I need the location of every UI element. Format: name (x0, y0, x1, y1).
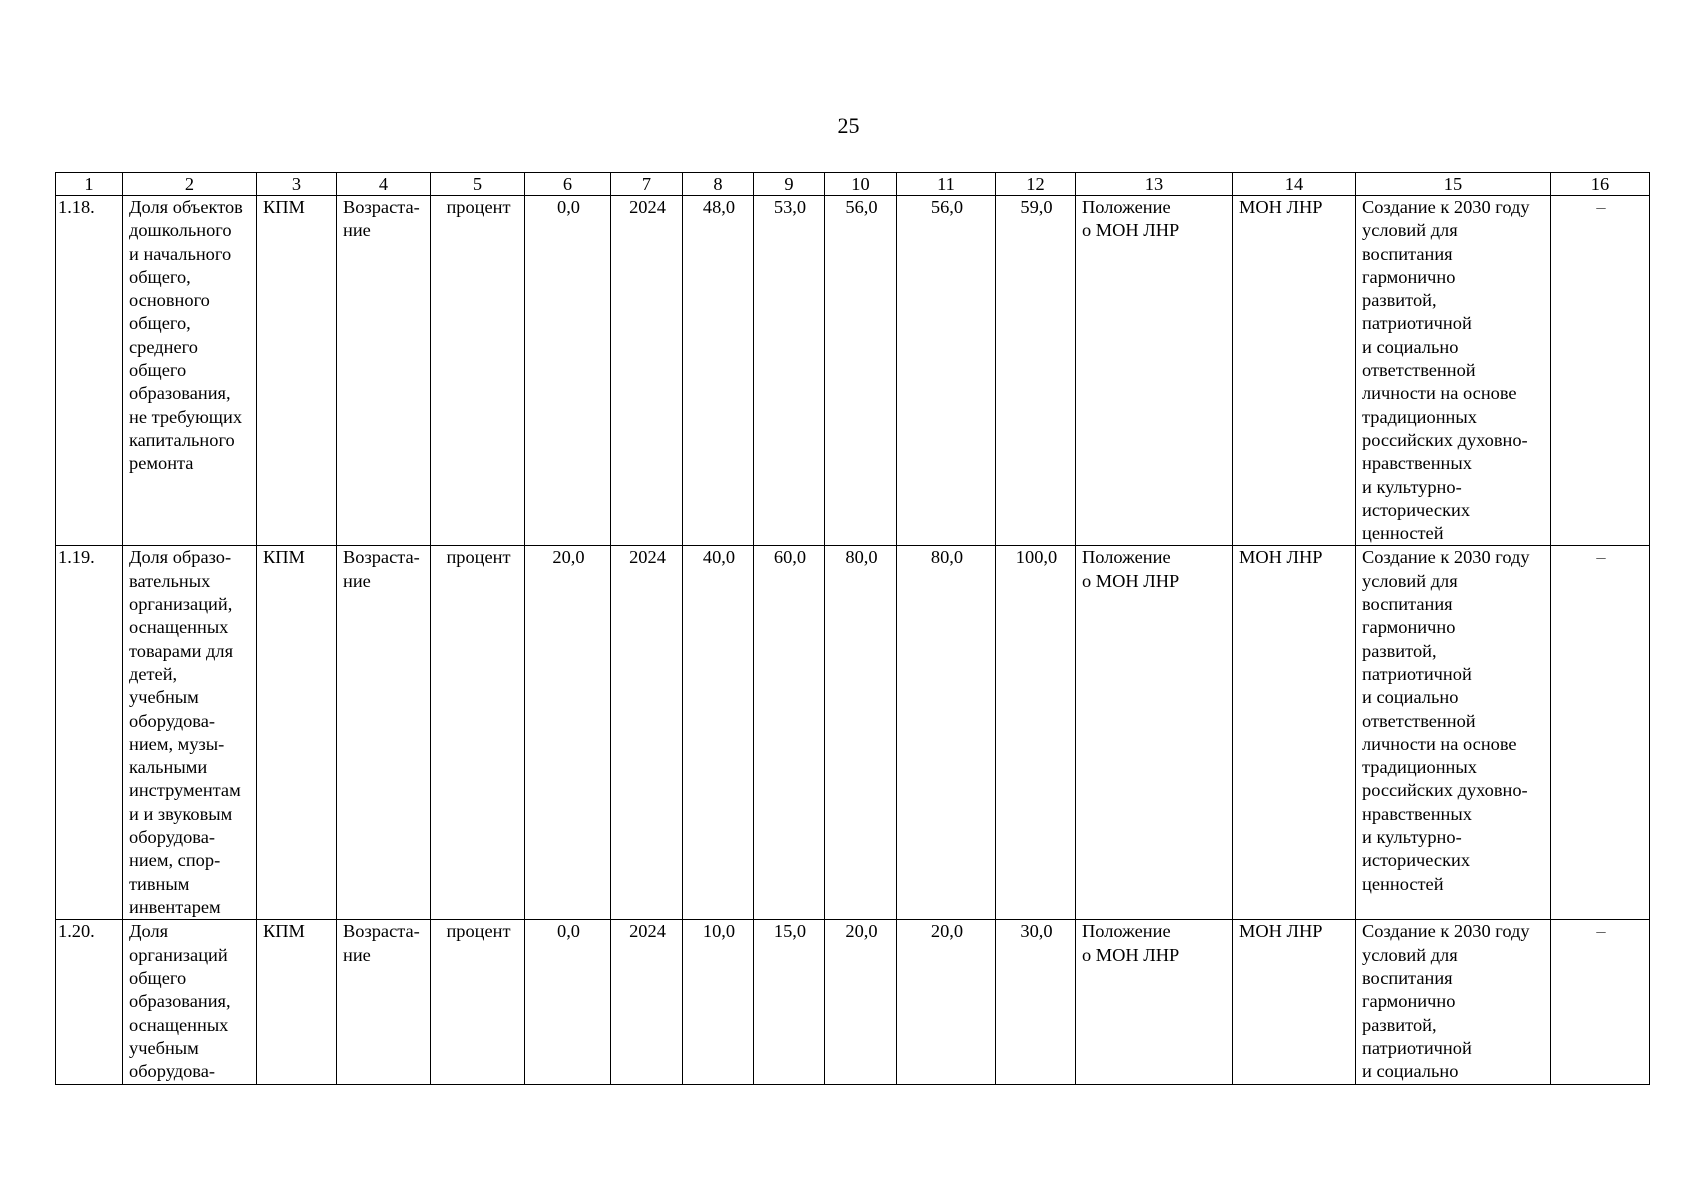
text-line: организаций (129, 944, 228, 965)
text-line: развитой, (1362, 1014, 1437, 1035)
text-line: ценностей (1362, 873, 1444, 894)
text-line: воспитания (1362, 243, 1453, 264)
text-line: воспитания (1362, 594, 1453, 615)
value-col-8: 40,0 (683, 546, 754, 920)
text-line: гармонично (1362, 991, 1456, 1012)
text-line: организаций, (129, 594, 233, 615)
col-header-16: 16 (1551, 173, 1650, 196)
text-line: оснащенных (129, 617, 229, 638)
value-col-12: 30,0 (996, 920, 1076, 1084)
value-col-9: 15,0 (754, 920, 825, 1084)
value-col-11: 56,0 (897, 196, 996, 546)
col-header-5: 5 (431, 173, 525, 196)
text-line: и социально (1362, 687, 1459, 708)
value-col-11: 20,0 (897, 920, 996, 1084)
col-16-value: – (1551, 920, 1650, 1084)
text-line: и социально (1362, 1061, 1459, 1082)
text-line: патриотичной (1362, 313, 1472, 334)
value-col-10: 80,0 (825, 546, 897, 920)
table-row (56, 196, 1650, 546)
col-16-value: – (1551, 196, 1650, 546)
text-line: капитального (129, 429, 235, 450)
text-line: детей, (129, 663, 178, 684)
table-row (56, 546, 1650, 920)
value-col-12: 59,0 (996, 196, 1076, 546)
text-line: кальными (129, 757, 208, 778)
indicator-level: КПМ (257, 196, 337, 546)
text-line: Возраста- (343, 197, 420, 217)
col-header-10: 10 (825, 173, 897, 196)
indicator-level: КПМ (257, 546, 337, 920)
text-line: исторических (1362, 499, 1471, 520)
value-col-10: 56,0 (825, 196, 897, 546)
text-line: нием, музы- (129, 733, 225, 754)
text-line: вательных (129, 570, 211, 591)
goal-link (1356, 546, 1551, 920)
value-col-12: 100,0 (996, 546, 1076, 920)
text-line: общего (129, 968, 187, 989)
value-col-9: 53,0 (754, 196, 825, 546)
text-line: Положение (1082, 547, 1171, 568)
col-header-9: 9 (754, 173, 825, 196)
col-header-4: 4 (337, 173, 431, 196)
legal-document (1076, 196, 1233, 546)
text-line: Доля (129, 921, 169, 942)
col-16-value: – (1551, 546, 1650, 920)
text-line: тивным (129, 873, 190, 894)
text-line: исторических (1362, 850, 1471, 871)
text-line: ние (343, 220, 371, 241)
text-line: Доля образо- (129, 547, 232, 568)
col-header-15: 15 (1356, 173, 1551, 196)
goal-link (1356, 920, 1551, 1084)
text-line: нием, спор- (129, 850, 221, 871)
text-line: развитой, (1362, 290, 1437, 311)
text-line: дошкольного (129, 220, 232, 241)
value-col-8: 10,0 (683, 920, 754, 1084)
text-line: и культурно- (1362, 827, 1462, 848)
text-line: оборудова- (129, 710, 216, 731)
text-line: российских духовно- (1362, 780, 1528, 801)
row-number: 1.19. (56, 546, 123, 920)
text-line: общего (129, 360, 187, 381)
col-header-3: 3 (257, 173, 337, 196)
text-line: общего, (129, 313, 191, 334)
text-line: развитой, (1362, 640, 1437, 661)
text-line: не требующих (129, 406, 243, 427)
text-line: патриотичной (1362, 663, 1472, 684)
text-line: учебным (129, 1037, 199, 1058)
text-line: Возраста- (343, 547, 420, 568)
text-line: ответственной (1362, 360, 1476, 381)
text-line: Создание к 2030 году (1362, 547, 1530, 568)
col-header-7: 7 (611, 173, 683, 196)
text-line: личности на основе (1362, 383, 1517, 404)
row-number: 1.18. (56, 196, 123, 546)
text-line: образования, (129, 991, 231, 1012)
base-value: 0,0 (525, 196, 611, 546)
text-line: о МОН ЛНР (1082, 944, 1180, 965)
row-number: 1.20. (56, 920, 123, 1084)
page-number: 25 (837, 113, 860, 138)
legal-document (1076, 920, 1233, 1084)
text-line: Возраста- (343, 921, 420, 942)
text-line: оборудова- (129, 1061, 216, 1082)
base-value: 20,0 (525, 546, 611, 920)
text-line: ние (343, 944, 371, 965)
legal-document (1076, 546, 1233, 920)
text-line: общего, (129, 266, 191, 287)
text-line: российских духовно- (1362, 429, 1528, 450)
text-line: оснащенных (129, 1014, 229, 1035)
text-line: учебным (129, 687, 199, 708)
text-line: условий для (1362, 220, 1458, 241)
indicator-name (123, 196, 257, 546)
text-line: и социально (1362, 336, 1459, 357)
column-number-row (56, 173, 1650, 196)
text-line: гармонично (1362, 266, 1456, 287)
value-col-9: 60,0 (754, 546, 825, 920)
text-line: патриотичной (1362, 1037, 1472, 1058)
text-line: нравственных (1362, 453, 1472, 474)
indicator-name (123, 546, 257, 920)
indicator-level: КПМ (257, 920, 337, 1084)
text-line: традиционных (1362, 406, 1477, 427)
text-line: товарами для (129, 640, 234, 661)
indicator-trend (337, 546, 431, 920)
responsible-body: МОН ЛНР (1233, 920, 1356, 1084)
text-line: Доля объектов (129, 197, 243, 217)
text-line: о МОН ЛНР (1082, 570, 1180, 591)
col-header-12: 12 (996, 173, 1076, 196)
text-line: оборудова- (129, 827, 216, 848)
text-line: Положение (1082, 197, 1171, 217)
text-line: Создание к 2030 году (1362, 921, 1530, 942)
col-header-8: 8 (683, 173, 754, 196)
base-value: 0,0 (525, 920, 611, 1084)
text-line: Создание к 2030 году (1362, 197, 1530, 217)
text-line: ценностей (1362, 523, 1444, 544)
text-line: гармонично (1362, 617, 1456, 638)
goal-link (1356, 196, 1551, 546)
col-header-6: 6 (525, 173, 611, 196)
responsible-body: МОН ЛНР (1233, 546, 1356, 920)
value-col-11: 80,0 (897, 546, 996, 920)
text-line: ответственной (1362, 710, 1476, 731)
base-year: 2024 (611, 920, 683, 1084)
col-header-1: 1 (56, 173, 123, 196)
indicator-trend (337, 196, 431, 546)
text-line: среднего (129, 336, 198, 357)
col-header-13: 13 (1076, 173, 1233, 196)
col-header-2: 2 (123, 173, 257, 196)
text-line: ние (343, 570, 371, 591)
text-line: воспитания (1362, 968, 1453, 989)
indicator-trend (337, 920, 431, 1084)
text-line: ремонта (129, 453, 194, 474)
indicator-name (123, 920, 257, 1084)
text-line: и культурно- (1362, 476, 1462, 497)
unit-of-measure: процент (431, 196, 525, 546)
text-line: условий для (1362, 944, 1458, 965)
value-col-8: 48,0 (683, 196, 754, 546)
col-header-14: 14 (1233, 173, 1356, 196)
text-line: традиционных (1362, 757, 1477, 778)
text-line: о МОН ЛНР (1082, 220, 1180, 241)
unit-of-measure: процент (431, 920, 525, 1084)
text-line: Положение (1082, 921, 1171, 942)
responsible-body: МОН ЛНР (1233, 196, 1356, 546)
text-line: нравственных (1362, 803, 1472, 824)
text-line: и начального (129, 243, 232, 264)
indicators-table (55, 172, 1650, 1085)
text-line: и и звуковым (129, 803, 233, 824)
unit-of-measure: процент (431, 546, 525, 920)
text-line: личности на основе (1362, 733, 1517, 754)
base-year: 2024 (611, 546, 683, 920)
col-header-11: 11 (897, 173, 996, 196)
value-col-10: 20,0 (825, 920, 897, 1084)
text-line: образования, (129, 383, 231, 404)
text-line: инструментам (129, 780, 241, 801)
text-line: инвентарем (129, 896, 221, 917)
text-line: основного (129, 290, 210, 311)
base-year: 2024 (611, 196, 683, 546)
table-row (56, 920, 1650, 1084)
text-line: условий для (1362, 570, 1458, 591)
